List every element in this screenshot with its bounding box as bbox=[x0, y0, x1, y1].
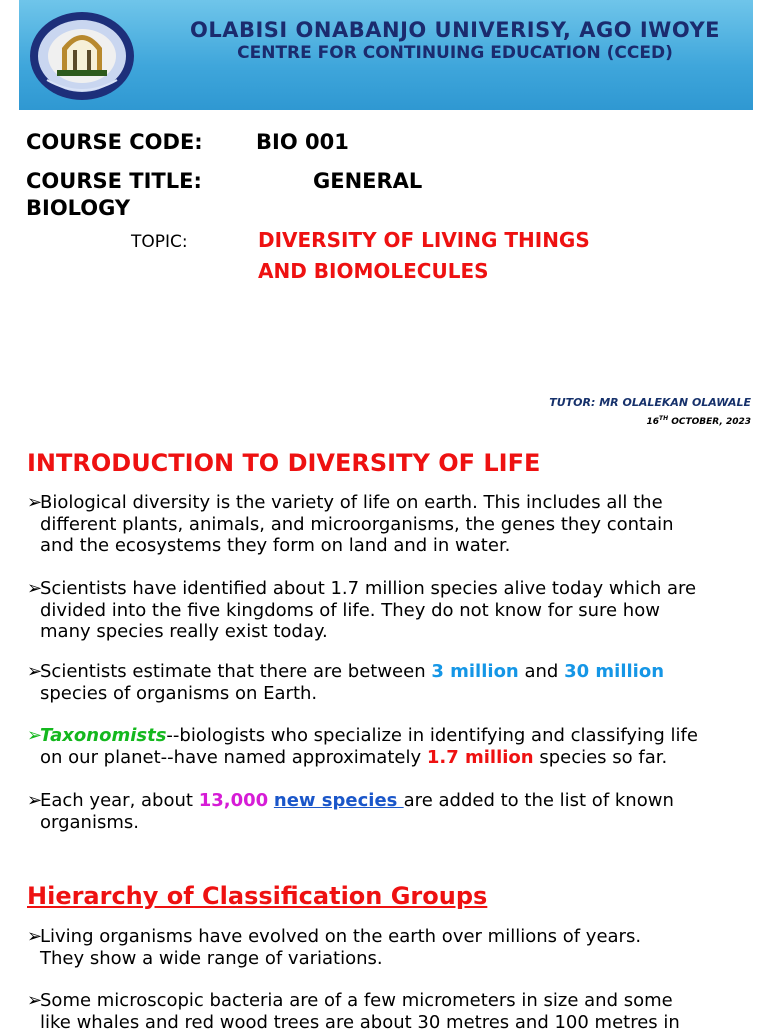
tutor-name: TUTOR: MR OLALEKAN OLAWALE bbox=[549, 396, 751, 409]
topic-label: TOPIC: bbox=[131, 232, 188, 252]
arrow-bullet-icon: ➢ bbox=[27, 990, 43, 1011]
intro-paragraph-2: ➢Scientists have identified about 1.7 million species alive today which are divided into the five kingdoms of life. They do not know for sure how many species really exist today. bbox=[27, 578, 697, 642]
course-title-label: COURSE TITLE: bbox=[26, 169, 202, 193]
course-code-label: COURSE CODE: bbox=[26, 130, 203, 154]
university-crest-icon bbox=[27, 10, 137, 102]
hierarchy-paragraph-2: ➢Some microscopic bacteria are of a few micrometers in size and some like whales and red wood trees are about 30 metres and 100 metres in bbox=[27, 990, 680, 1033]
header-banner bbox=[19, 0, 753, 110]
hierarchy-paragraph-1: ➢Living organisms have evolved on the earth over millions of years. They show a wide range of variations. bbox=[27, 926, 642, 969]
intro-paragraph-4: ➢Taxonomists--biologists who specialize in identifying and classifying life on our planet--have named approximately 1.7 million species so far. bbox=[27, 725, 698, 768]
intro-paragraph-5: ➢Each year, about 13,000 new species are added to the list of known organisms. bbox=[27, 790, 674, 833]
centre-name: CENTRE FOR CONTINUING EDUCATION (CCED) bbox=[237, 43, 673, 63]
new-species-link[interactable]: new species bbox=[273, 790, 404, 811]
lecture-date: 16TH OCTOBER, 2023 bbox=[646, 415, 751, 427]
course-title-value-1: GENERAL bbox=[313, 169, 423, 193]
course-title-value-2: BIOLOGY bbox=[26, 196, 131, 220]
university-name: OLABISI ONABANJO UNIVERISY, AGO IWOYE bbox=[190, 18, 720, 42]
intro-heading: INTRODUCTION TO DIVERSITY OF LIFE bbox=[27, 449, 541, 477]
course-code-value: BIO 001 bbox=[256, 130, 349, 154]
topic-line-1: DIVERSITY OF LIVING THINGS bbox=[258, 228, 590, 252]
arrow-bullet-icon: ➢ bbox=[27, 492, 43, 513]
arrow-bullet-icon: ➢ bbox=[27, 926, 43, 947]
hierarchy-heading: Hierarchy of Classification Groups bbox=[27, 882, 488, 910]
arrow-bullet-icon: ➢ bbox=[27, 661, 43, 682]
topic-line-2: AND BIOMOLECULES bbox=[258, 259, 489, 283]
arrow-bullet-icon: ➢ bbox=[27, 790, 43, 811]
intro-paragraph-1: ➢Biological diversity is the variety of life on earth. This includes all the different plants, animals, and microorganisms, the genes they contain and the ecosystems they form on land and in water. bbox=[27, 492, 674, 556]
intro-paragraph-3: ➢Scientists estimate that there are between 3 million and 30 million species of organisms on Earth. bbox=[27, 661, 665, 704]
arrow-bullet-icon: ➢ bbox=[27, 725, 43, 746]
arrow-bullet-icon: ➢ bbox=[27, 578, 43, 599]
